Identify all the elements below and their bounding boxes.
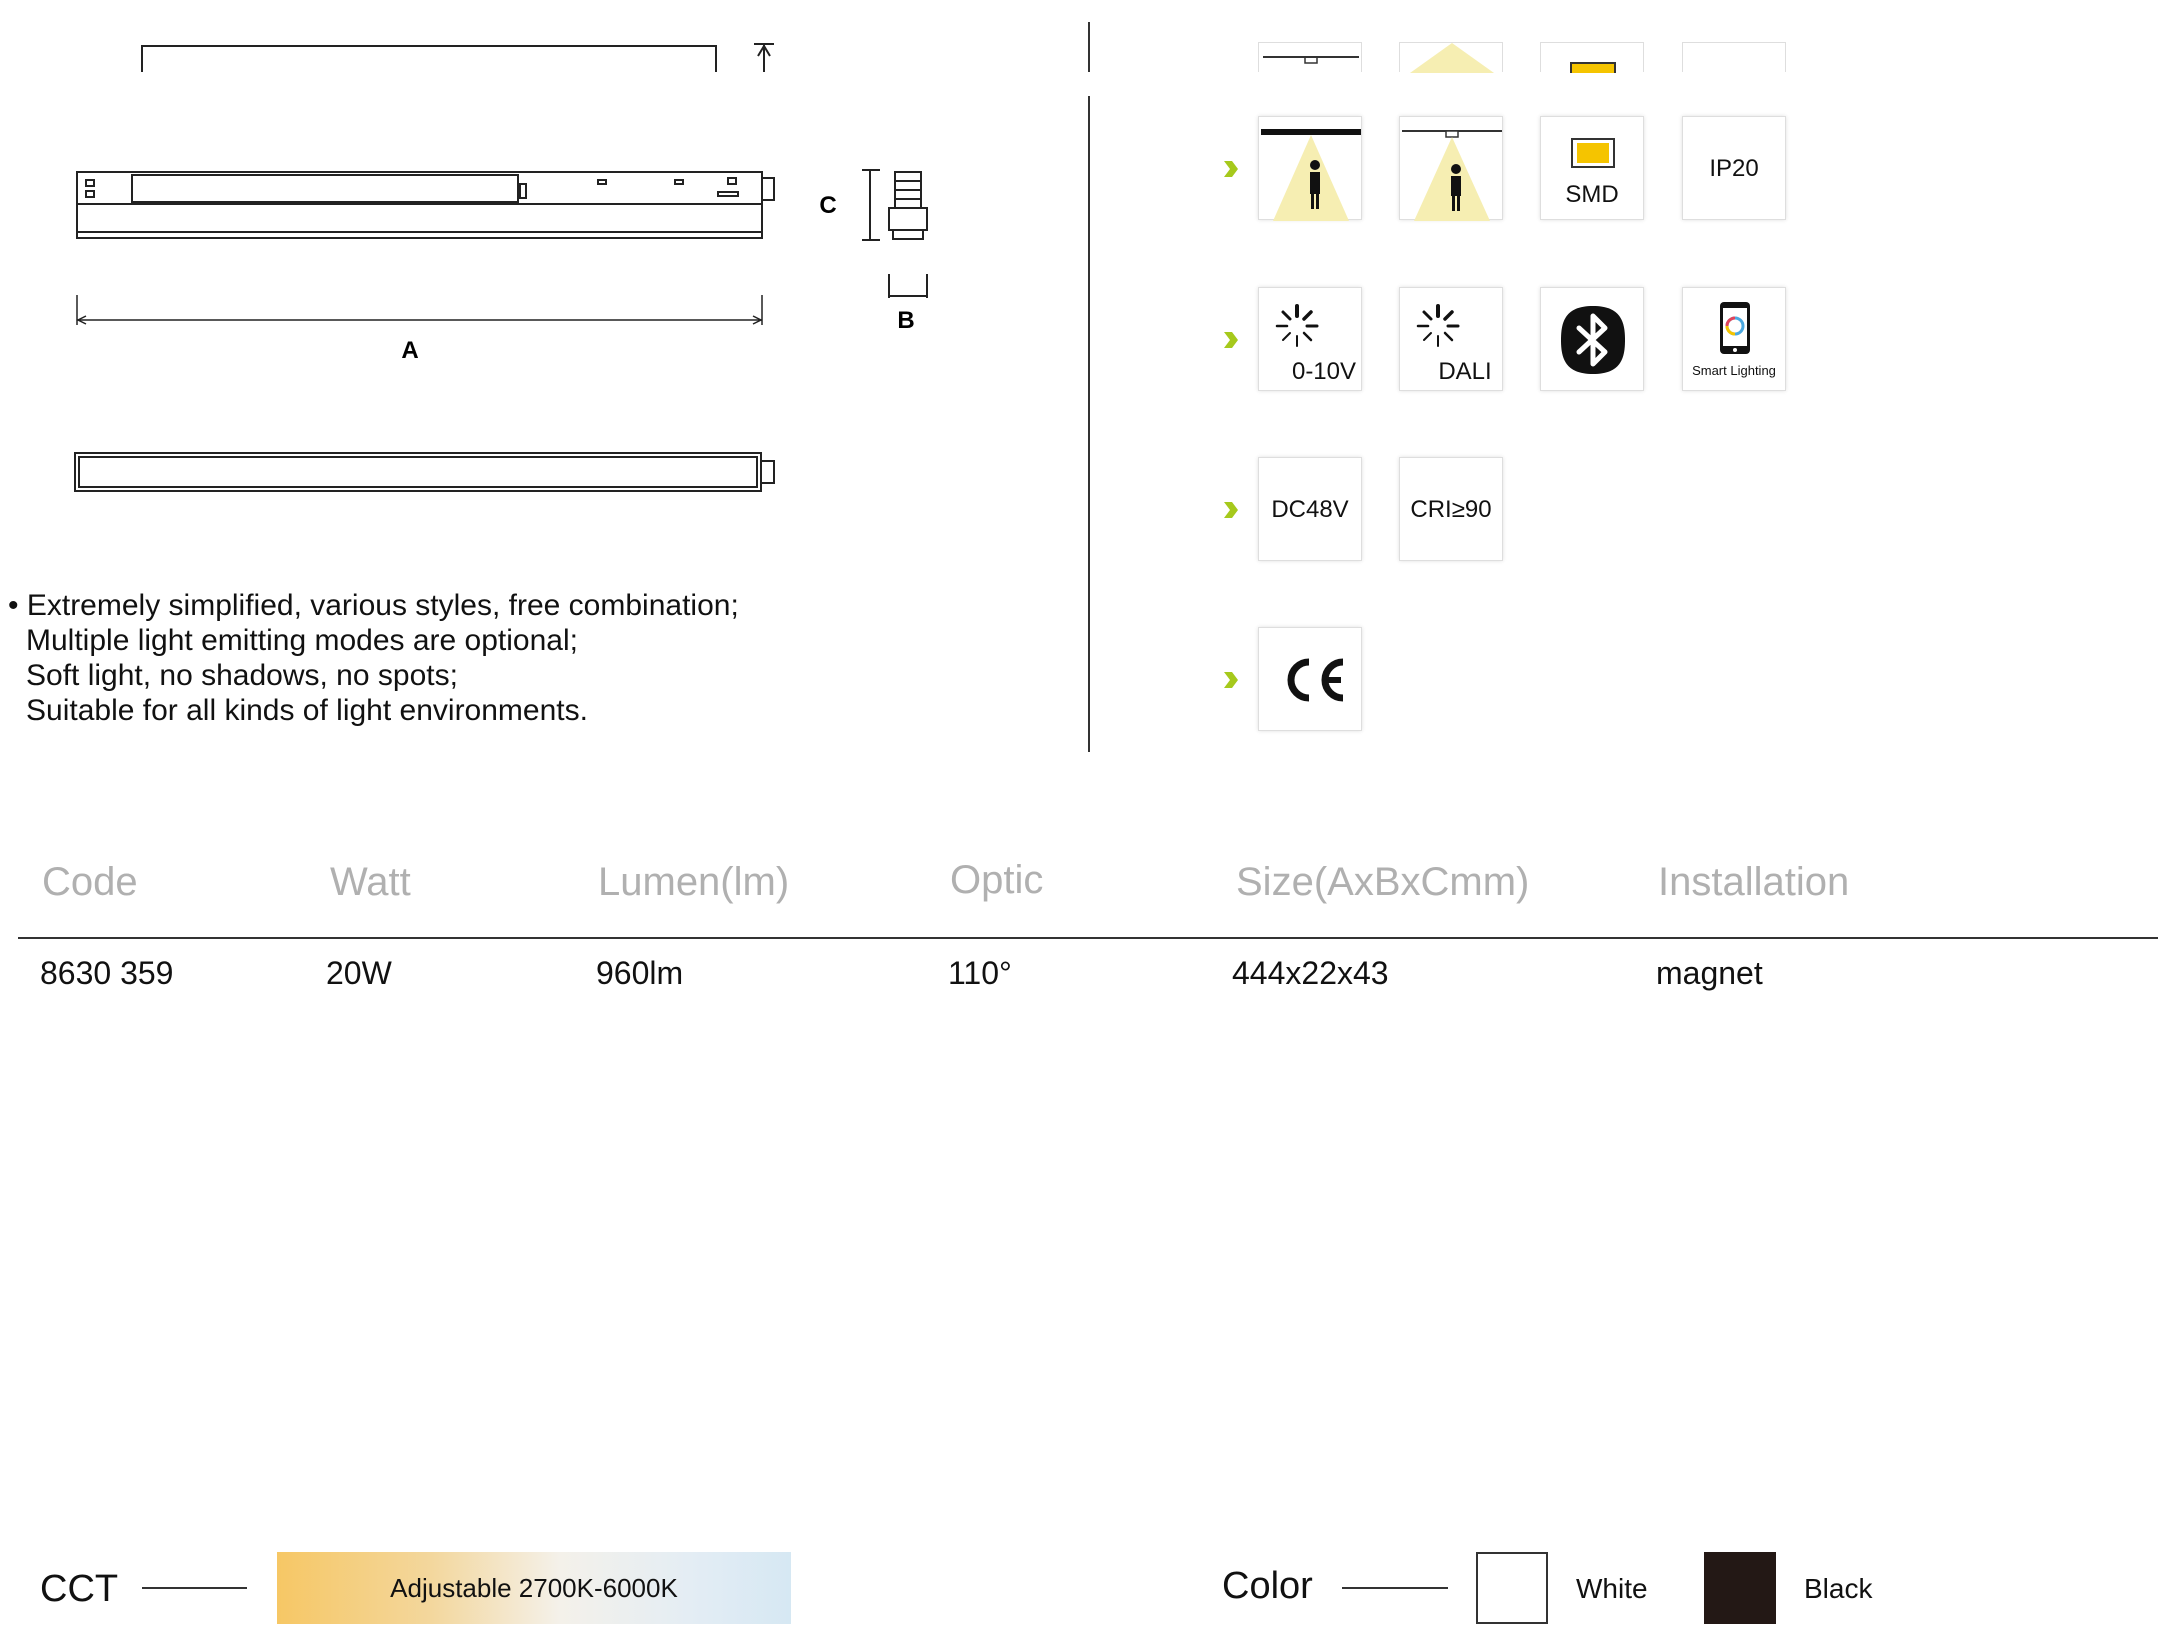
dimension-b-label: B [897, 307, 915, 334]
column-divider-top [1088, 22, 1090, 72]
icon-cri-label: CRI≥90 [1410, 496, 1492, 523]
ce-mark-icon [1259, 628, 1363, 732]
end-view [862, 170, 927, 298]
dimension-c-label: C [819, 192, 837, 219]
feature-description [8, 588, 739, 728]
icon-smart-label: Smart Lighting [1692, 363, 1776, 378]
table-header-size: Size(AxBxCmm) [1236, 860, 1530, 904]
table-cell-lumen: 960lm [596, 955, 684, 991]
bullet-arrow-icon [1224, 502, 1238, 518]
bullet-arrow-icon [1224, 161, 1238, 177]
icon-smart-lighting [1682, 287, 1786, 391]
description-line-1: • Extremely simplified, various styles, free combination; [8, 589, 739, 622]
icon-ip-label: IP20 [1709, 155, 1759, 182]
partial-icon-cone [1399, 42, 1503, 72]
table-header-optic: Optic [950, 858, 1044, 902]
bullet-arrow-icon [1224, 332, 1238, 348]
top-partial-view [142, 44, 774, 72]
table-cell-installation: magnet [1656, 955, 1763, 991]
table-cell-code: 8630 359 [40, 955, 174, 991]
color-name-white: White [1576, 1573, 1648, 1604]
side-view [77, 172, 774, 238]
icon-ip-rating [1682, 116, 1786, 220]
color-name-black: Black [1804, 1573, 1873, 1604]
table-header-code: Code [42, 860, 138, 904]
cct-connector-line [142, 1587, 247, 1589]
cct-label: CCT [40, 1568, 119, 1610]
icon-ce-mark [1258, 627, 1362, 731]
partial-icon-blank [1682, 42, 1786, 72]
icon-dimming-010v [1258, 287, 1362, 391]
table-cell-optic: 110° [948, 955, 1012, 991]
color-label: Color [1222, 1565, 1313, 1607]
table-header-lumen: Lumen(lm) [598, 860, 790, 904]
icon-smd-label: SMD [1565, 181, 1619, 208]
color-connector-line [1342, 1587, 1448, 1589]
table-divider [18, 937, 2158, 939]
partial-icon-track [1258, 42, 1362, 72]
table-cell-size: 444x22x43 [1232, 955, 1389, 991]
icon-dali-label: DALI [1438, 358, 1492, 385]
table-header-installation: Installation [1658, 860, 1850, 904]
icon-bluetooth [1540, 287, 1644, 391]
column-divider [1088, 96, 1090, 752]
table-header-watt: Watt [330, 860, 411, 904]
icon-suspended-light [1258, 116, 1362, 220]
dimension-a-line [77, 295, 762, 325]
bullet-arrow-icon [1224, 672, 1238, 688]
description-line-4: Suitable for all kinds of light environments. [26, 694, 588, 727]
bottom-view [75, 453, 774, 491]
cct-gradient-bar [277, 1552, 791, 1624]
color-swatch-white[interactable] [1476, 1552, 1548, 1624]
partial-icon-smd [1540, 42, 1644, 72]
suspended-lighting-icon [1259, 117, 1363, 221]
icon-cri [1399, 457, 1503, 561]
track-lighting-icon [1400, 117, 1504, 221]
icon-dimming-dali [1399, 287, 1503, 391]
icon-010v-label: 0-10V [1291, 358, 1357, 385]
dimension-a-label: A [401, 337, 419, 364]
icon-track-light [1399, 116, 1503, 220]
bluetooth-icon [1541, 288, 1645, 392]
cct-value: Adjustable 2700K-6000K [390, 1572, 678, 1603]
table-cell-watt: 20W [326, 955, 392, 991]
description-line-2: Multiple light emitting modes are optional; [26, 624, 578, 657]
color-swatch-black[interactable] [1704, 1552, 1776, 1624]
icon-voltage [1258, 457, 1362, 561]
icon-voltage-label: DC48V [1271, 496, 1349, 523]
icon-smd [1540, 116, 1644, 220]
description-line-3: Soft light, no shadows, no spots; [26, 659, 458, 692]
